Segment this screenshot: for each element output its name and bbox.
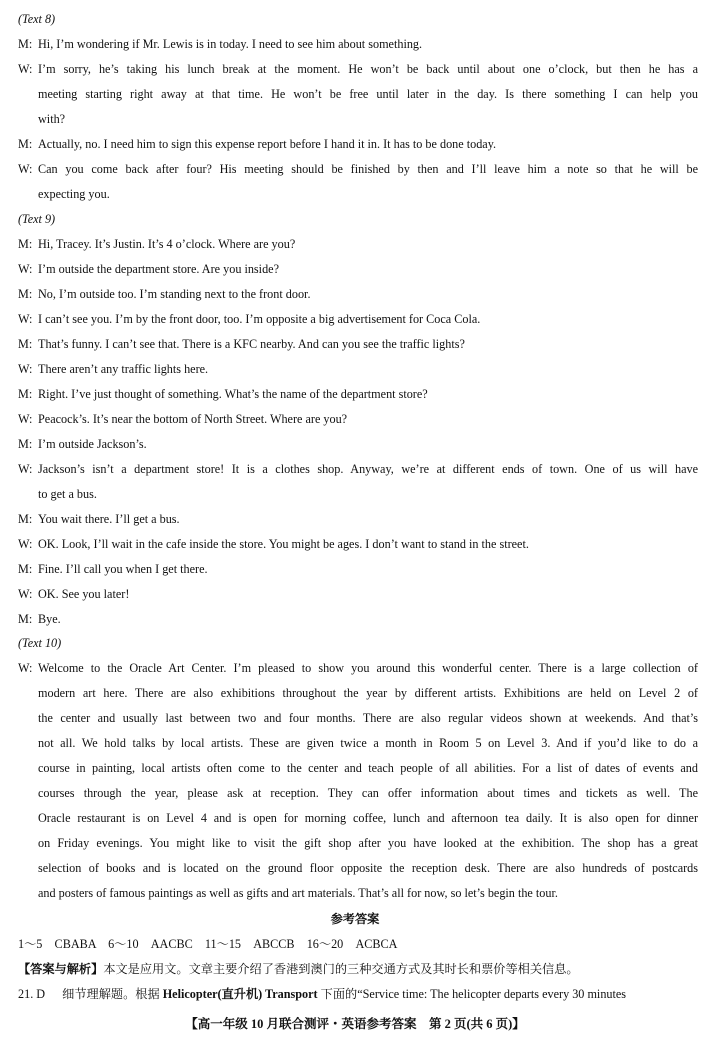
emphasis-term: Helicopter(直升机) Transport [162, 987, 318, 1001]
dialogue-line: Fine. I’ll call you when I get there. [38, 562, 208, 576]
dialogue-line: Hi, Tracey. It’s Justin. It’s 4 o’clock. Where are you? [38, 237, 296, 251]
monologue-line: courses through the year, please ask at reception. They can offer information about times and tickets as well. The [38, 786, 698, 800]
dialogue-line: I’m outside the department store. Are you inside? [38, 262, 279, 276]
question-21-line [18, 985, 694, 1002]
question-explanation: 细节理解题。根据 [62, 987, 163, 1001]
dialogue-line: I can’t see you. I’m by the front door, too. I’m opposite a big advertisement for Coca Cola. [38, 312, 481, 326]
speaker-label: W: [18, 537, 33, 551]
speaker-label: W: [18, 661, 33, 675]
monologue-line: course in painting, local artists often come to the center and teach people of all abilities. For a list of dates of events and [38, 761, 698, 775]
speaker-label: W: [18, 587, 33, 601]
speaker-label: M: [18, 337, 33, 351]
speaker-label: W: [18, 362, 33, 376]
speaker-label: M: [18, 562, 33, 576]
monologue-line: Welcome to the Oracle Art Center. I’m pleased to show you around this wonderful center. There is a large collection of [38, 661, 698, 675]
dialogue-line: Hi, I’m wondering if Mr. Lewis is in today. I need to see him about something. [38, 37, 423, 51]
speaker-label: W: [18, 312, 33, 326]
monologue-line: on Friday evenings. You might like to visit the gift shop after you have looked at the exhibition. The shop has a great [38, 836, 698, 850]
dialogue-line: meeting starting right away at that time. He won’t be free until later in the day. Is there something I can help you [38, 87, 698, 101]
speaker-label: M: [18, 37, 33, 51]
dialogue-line: with? [38, 112, 66, 126]
speaker-label: W: [18, 262, 33, 276]
page-footer: 【高一年级 10 月联合测评・英语参考答案 第 2 页(共 6 页)】 [185, 1017, 525, 1031]
speaker-label: W: [18, 162, 33, 176]
speaker-label: W: [18, 62, 33, 76]
monologue-line: Oracle restaurant is on Level 4 and is open for morning coffee, lunch and afternoon tea daily. It is also open for dinner [38, 811, 698, 825]
text8-title: (Text 8) [18, 12, 56, 26]
speaker-label: M: [18, 512, 33, 526]
monologue-line: the center and usually last between two and four months. There are also regular videos shown at weekends. And that’s [38, 711, 698, 725]
dialogue-line: expecting you. [38, 187, 110, 201]
dialogue-line: No, I’m outside too. I’m standing next to the front door. [38, 287, 311, 301]
dialogue-line: Bye. [38, 612, 61, 626]
speaker-label: W: [18, 462, 33, 476]
text9-title: (Text 9) [18, 212, 56, 226]
analysis-text: 本文是应用文。文章主要介绍了香港到澳门的三种交通方式及其时长和票价等相关信息。 [103, 962, 579, 976]
dialogue-line: I’m outside Jackson’s. [38, 437, 147, 451]
question-number: 21. D [18, 987, 46, 1001]
dialogue-line: Right. I’ve just thought of something. What’s the name of the department store? [38, 387, 428, 401]
answer-key: 1～5 CBABA 6～10 AACBC 11～15 ABCCB 16～20 ACBCA [18, 937, 398, 951]
dialogue-line: Can you come back after four? His meeting should be finished by then and I’ll leave him a note so that he will be [38, 162, 698, 176]
dialogue-line: OK. Look, I’ll wait in the cafe inside the store. You might be ages. I don’t want to stand in the street. [38, 537, 529, 551]
dialogue-line: to get a bus. [38, 487, 97, 501]
speaker-label: M: [18, 387, 33, 401]
speaker-label: W: [18, 412, 33, 426]
monologue-line: modern art here. There are also exhibitions throughout the year by different artists. Exhibitions are held on Level 2 of [38, 686, 698, 700]
dialogue-line: OK. See you later! [38, 587, 130, 601]
speaker-label: M: [18, 287, 33, 301]
dialogue-line: That’s funny. I can’t see that. There is a KFC nearby. And can you see the traffic lights? [38, 337, 465, 351]
speaker-label: M: [18, 612, 33, 626]
speaker-label: M: [18, 137, 33, 151]
monologue-line: selection of books and is located on the ground floor opposite the reception desk. There are also hundreds of postcards [38, 861, 698, 875]
dialogue-line: Actually, no. I need him to sign this expense report before I hand it in. It has to be done today. [38, 137, 497, 151]
analysis-line [18, 960, 579, 977]
speaker-label: M: [18, 437, 33, 451]
dialogue-line: You wait there. I’ll get a bus. [38, 512, 180, 526]
question-explanation-cont: 下面的“Service time: The helicopter departs every 30 minutes [317, 987, 627, 1001]
dialogue-line: There aren’t any traffic lights here. [38, 362, 209, 376]
monologue-line: not all. We hold talks by local artists. These are given twice a month in Room 5 on Level 3. And if you’d like to do a [38, 736, 698, 750]
analysis-label: 【答案与解析】 [18, 962, 104, 976]
dialogue-line: I’m sorry, he’s taking his lunch break at the moment. He won’t be back until about one o’clock, but then he has a [38, 62, 698, 76]
speaker-label: M: [18, 237, 33, 251]
dialogue-line: Peacock’s. It’s near the bottom of North Street. Where are you? [38, 412, 348, 426]
answers-heading: 参考答案 [330, 912, 380, 926]
text10-title: (Text 10) [18, 636, 62, 650]
dialogue-line: Jackson’s isn’t a department store! It is a clothes shop. Anyway, we’re at different ends of town. One of us will have [38, 462, 698, 476]
monologue-line: and posters of famous paintings as well as gifts and art materials. That’s all for now, so let’s begin the tour. [38, 886, 558, 900]
